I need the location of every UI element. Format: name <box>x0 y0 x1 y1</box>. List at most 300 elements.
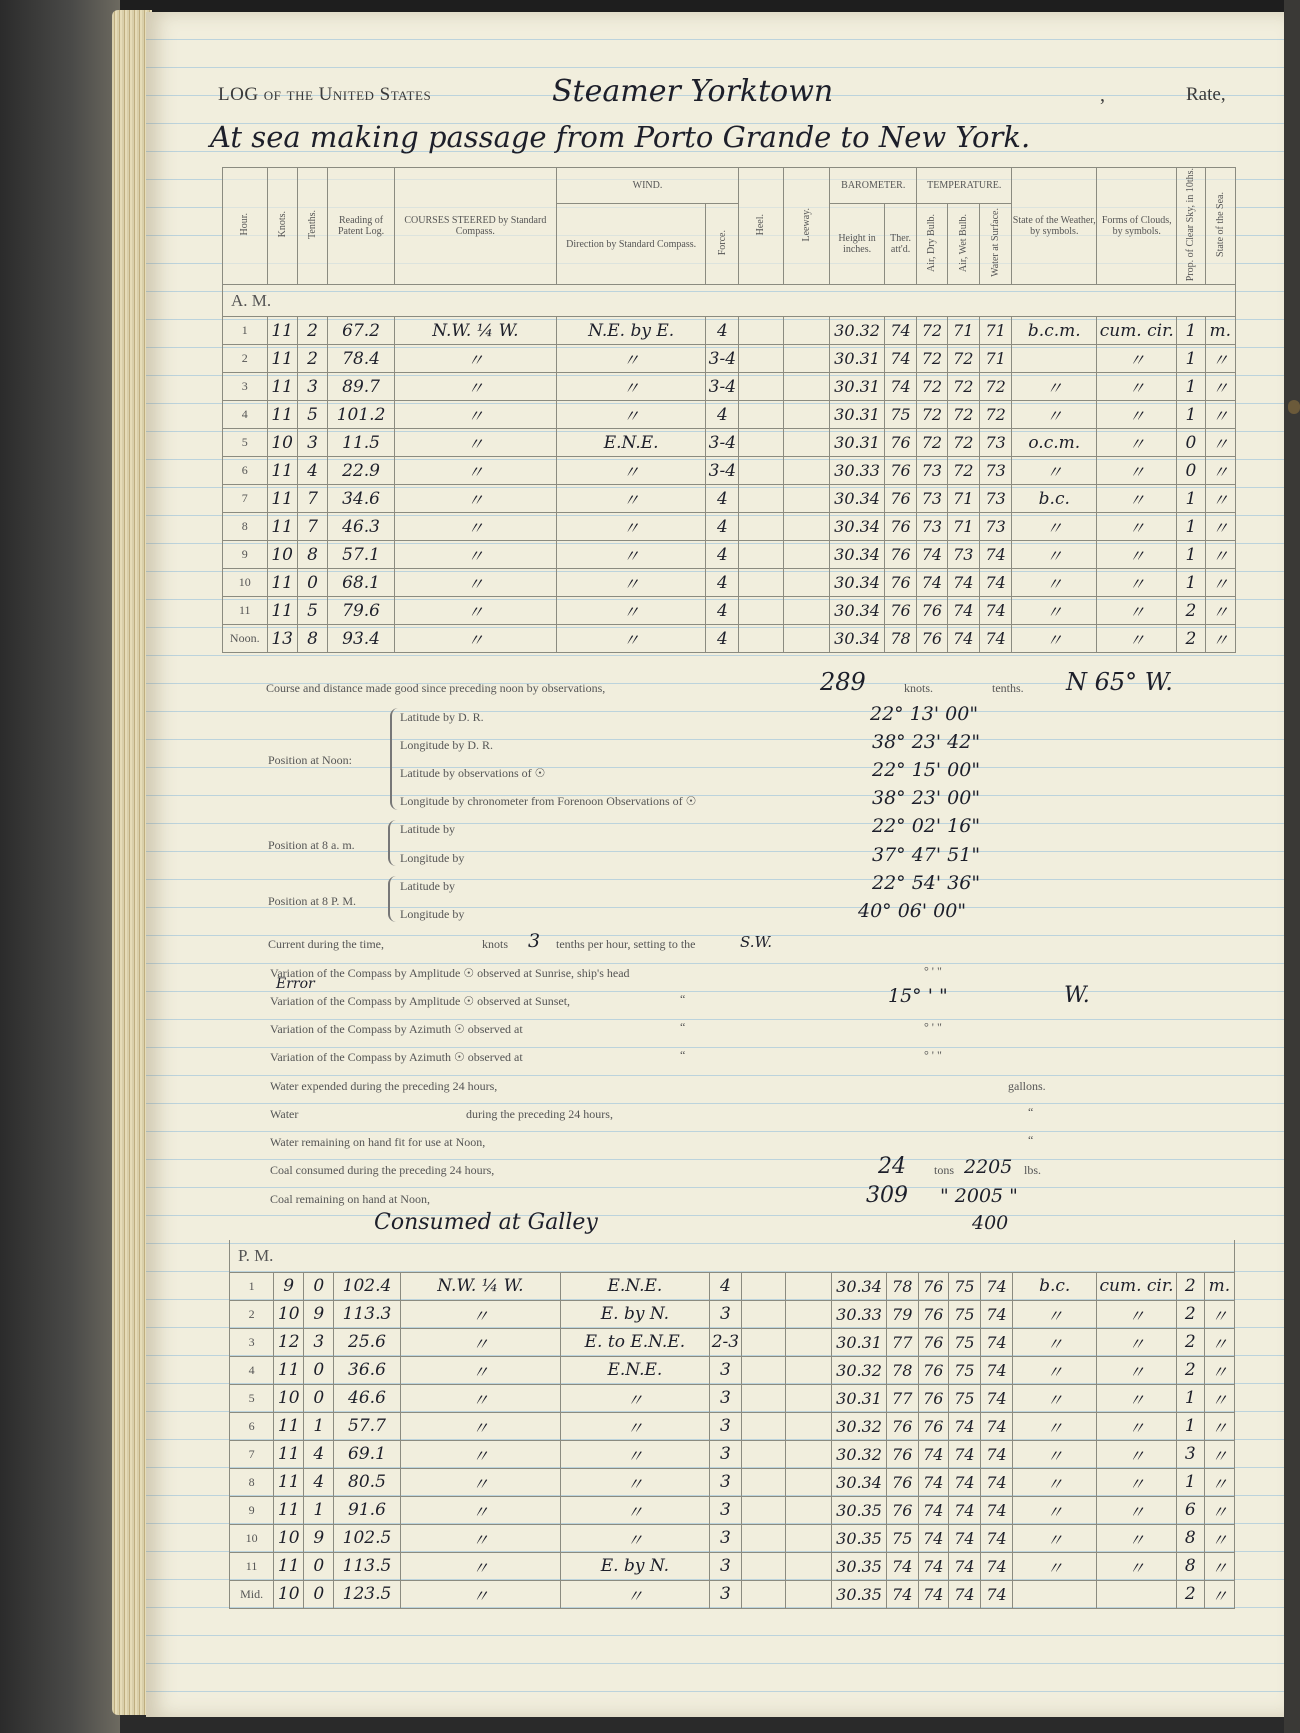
am-heel-cell <box>739 597 784 625</box>
pm-weather-cell: 〃 <box>1013 1440 1097 1468</box>
pm-weather-cell <box>1013 1580 1097 1608</box>
pm-clear-sky-cell: 8 <box>1176 1524 1204 1552</box>
am-patent-log-cell: 78.4 <box>328 345 395 373</box>
am-tenths-cell: 7 <box>297 485 327 513</box>
knots-label: knots. <box>904 681 934 695</box>
water-ditto-2: “ <box>1028 1133 1034 1147</box>
am-clouds-cell: 〃 <box>1097 457 1177 485</box>
am-wind-direction-cell: 〃 <box>556 401 706 429</box>
water-expended-label: Water expended during the preceding 24 hours, <box>270 1079 498 1093</box>
am-course-cell: 〃 <box>394 401 556 429</box>
pm-hour-cell: 7 <box>230 1440 274 1468</box>
pm-log-table <box>229 1240 1235 1609</box>
water-temp-header: Water at Surface. <box>990 208 1002 278</box>
am-patent-log-cell: 89.7 <box>328 373 395 401</box>
pm-hour-cell: 6 <box>230 1412 274 1440</box>
pm-tenths-cell: 0 <box>304 1272 334 1300</box>
pm-air-dry-cell: 76 <box>918 1384 948 1412</box>
am-air-wet-cell: 72 <box>947 457 979 485</box>
am-heel-cell <box>739 401 784 429</box>
pm-air-dry-cell: 76 <box>918 1356 948 1384</box>
am-wind-direction-cell: N.E. by E. <box>556 317 706 345</box>
am-heel-cell <box>739 569 784 597</box>
pm-weather-cell: 〃 <box>1013 1328 1097 1356</box>
am-air-dry-cell: 74 <box>917 569 947 597</box>
pm-clouds-cell: 〃 <box>1097 1412 1176 1440</box>
pm-course-cell: 〃 <box>400 1496 561 1524</box>
pm-row <box>230 1552 1235 1580</box>
am-air-dry-cell: 73 <box>917 513 947 541</box>
barometer-header: BAROMETER. <box>830 168 917 204</box>
pm8-lon-label: Longitude by <box>400 907 465 921</box>
am-barometer-ther-cell: 76 <box>884 457 916 485</box>
am-wind-direction-cell: 〃 <box>556 625 706 653</box>
am-heel-cell <box>739 485 784 513</box>
rate-label: Rate, <box>1186 84 1226 105</box>
am-air-wet-cell: 72 <box>947 373 979 401</box>
am-air-dry-cell: 76 <box>917 625 947 653</box>
am-course-cell: 〃 <box>394 597 556 625</box>
am-sea-state-cell: 〃 <box>1205 373 1235 401</box>
am-row <box>223 485 1236 513</box>
am-course-cell: 〃 <box>394 457 556 485</box>
am-clouds-cell: 〃 <box>1097 373 1177 401</box>
pm-row <box>230 1496 1235 1524</box>
am-air-dry-cell: 76 <box>917 597 947 625</box>
variation-azimuth-1-degrees: ° ' " <box>924 1020 942 1034</box>
pm-knots-cell: 10 <box>274 1524 304 1552</box>
am-row <box>223 625 1236 653</box>
am-barometer-ther-cell: 76 <box>884 541 916 569</box>
variation-azimuth-2-label: Variation of the Compass by Azimuth ☉ observed at <box>270 1050 523 1064</box>
pm-wind-force-cell: 3 <box>709 1580 742 1608</box>
pm-wind-direction-cell: 〃 <box>561 1384 710 1412</box>
am-clouds-cell: 〃 <box>1097 485 1177 513</box>
pm-tenths-cell: 9 <box>304 1524 334 1552</box>
am-water-temp-cell: 72 <box>979 373 1011 401</box>
am-air-wet-cell: 72 <box>947 429 979 457</box>
pm-barometer-ther-cell: 77 <box>886 1328 918 1356</box>
am-leeway-cell <box>783 485 830 513</box>
am-clear-sky-cell: 1 <box>1177 513 1205 541</box>
lat-obs-label: Latitude by observations of ☉ <box>400 766 546 780</box>
pm-barometer-ther-cell: 74 <box>886 1552 918 1580</box>
pm-hour-cell: 10 <box>230 1524 274 1552</box>
am-row <box>223 317 1236 345</box>
pm-clouds-cell: 〃 <box>1097 1440 1176 1468</box>
am-sea-state-cell: 〃 <box>1205 513 1235 541</box>
pm-sea-state-cell: 〃 <box>1204 1356 1234 1384</box>
force-header: Force. <box>716 229 728 256</box>
pm-clouds-cell: 〃 <box>1097 1300 1176 1328</box>
pm-course-cell: 〃 <box>400 1552 561 1580</box>
pm-air-wet-cell: 75 <box>948 1384 980 1412</box>
variation-azimuth-1-ditto: “ <box>680 1020 686 1034</box>
course-direction: N 65° W. <box>1066 668 1173 696</box>
pm-hour-cell: Mid. <box>230 1580 274 1608</box>
am-knots-cell: 11 <box>267 485 297 513</box>
am-clear-sky-cell: 1 <box>1177 569 1205 597</box>
pm-barometer-ther-cell: 77 <box>886 1384 918 1412</box>
binding-right <box>1284 0 1300 1733</box>
am-wind-force-cell: 4 <box>706 513 739 541</box>
pm-weather-cell: 〃 <box>1013 1524 1097 1552</box>
pm-heel-cell <box>742 1328 786 1356</box>
pm-wind-force-cell: 3 <box>709 1412 742 1440</box>
pm-air-dry-cell: 76 <box>918 1300 948 1328</box>
pm-leeway-cell <box>786 1468 832 1496</box>
am-weather-cell: 〃 <box>1012 625 1097 653</box>
pm-barometer-ther-cell: 76 <box>886 1440 918 1468</box>
pm-hour-cell: 3 <box>230 1328 274 1356</box>
am-water-temp-cell: 73 <box>979 429 1011 457</box>
am-air-dry-cell: 72 <box>917 429 947 457</box>
am-sea-state-cell: 〃 <box>1205 485 1235 513</box>
am-patent-log-cell: 22.9 <box>328 457 395 485</box>
pm-course-cell: 〃 <box>400 1440 561 1468</box>
pm-heel-cell <box>742 1384 786 1412</box>
am-row <box>223 373 1236 401</box>
pm-heel-cell <box>742 1580 786 1608</box>
pm-clear-sky-cell: 2 <box>1176 1300 1204 1328</box>
am-air-wet-cell: 74 <box>947 597 979 625</box>
current-knots-label: knots <box>482 937 509 951</box>
am-wind-force-cell: 4 <box>706 485 739 513</box>
am-clear-sky-cell: 1 <box>1177 373 1205 401</box>
pm-hour-cell: 5 <box>230 1384 274 1412</box>
am-patent-log-cell: 11.5 <box>328 429 395 457</box>
pm-barometer-height-cell: 30.32 <box>832 1440 886 1468</box>
pm-patent-log-cell: 69.1 <box>334 1440 400 1468</box>
am-wind-direction-cell: 〃 <box>556 345 706 373</box>
pm8-lon-value: 40° 06' 00" <box>858 900 967 922</box>
pm-clouds-cell: 〃 <box>1097 1384 1176 1412</box>
weather-header: State of the Weather, by symbols. <box>1012 168 1097 285</box>
pm-air-wet-cell: 74 <box>948 1496 980 1524</box>
pm-sea-state-cell: 〃 <box>1204 1552 1234 1580</box>
am-wind-force-cell: 3-4 <box>706 345 739 373</box>
am-barometer-ther-cell: 78 <box>884 625 916 653</box>
pm-heel-cell <box>742 1272 786 1300</box>
am-leeway-cell <box>783 317 830 345</box>
pm-leeway-cell <box>786 1384 832 1412</box>
am-clouds-cell: 〃 <box>1097 429 1177 457</box>
am-heel-cell <box>739 625 784 653</box>
am-hour-cell: 6 <box>223 457 268 485</box>
am-tenths-cell: 7 <box>297 513 327 541</box>
pm-tenths-cell: 0 <box>304 1580 334 1608</box>
pm-barometer-height-cell: 30.34 <box>832 1272 886 1300</box>
am-weather-cell: 〃 <box>1012 401 1097 429</box>
pm-row <box>230 1524 1235 1552</box>
am-hour-cell: 8 <box>223 513 268 541</box>
am-leeway-cell <box>783 541 830 569</box>
pm-water-temp-cell: 74 <box>980 1384 1012 1412</box>
am-barometer-height-cell: 30.34 <box>830 625 885 653</box>
am-wind-force-cell: 4 <box>706 317 739 345</box>
pm-barometer-height-cell: 30.35 <box>832 1524 886 1552</box>
pm-water-temp-cell: 74 <box>980 1496 1012 1524</box>
am-water-temp-cell: 74 <box>979 625 1011 653</box>
am-wind-force-cell: 4 <box>706 541 739 569</box>
am-leeway-cell <box>783 569 830 597</box>
pm-weather-cell: 〃 <box>1013 1552 1097 1580</box>
am-patent-log-cell: 68.1 <box>328 569 395 597</box>
pm-air-dry-cell: 74 <box>918 1440 948 1468</box>
patent-log-header: Reading of Patent Log. <box>328 168 395 285</box>
pm-barometer-height-cell: 30.35 <box>832 1552 886 1580</box>
am-air-dry-cell: 73 <box>917 457 947 485</box>
pm-heel-cell <box>742 1552 786 1580</box>
am-clouds-cell: 〃 <box>1097 597 1177 625</box>
am-clear-sky-cell: 1 <box>1177 317 1205 345</box>
pm-barometer-height-cell: 30.32 <box>832 1412 886 1440</box>
pm-hour-cell: 11 <box>230 1552 274 1580</box>
am-barometer-ther-cell: 76 <box>884 485 916 513</box>
am-barometer-height-cell: 30.34 <box>830 597 885 625</box>
am-heel-cell <box>739 317 784 345</box>
am-clear-sky-cell: 2 <box>1177 625 1205 653</box>
am-water-temp-cell: 74 <box>979 541 1011 569</box>
pm-leeway-cell <box>786 1328 832 1356</box>
galley-note: Consumed at Galley <box>374 1210 598 1235</box>
am-barometer-height-cell: 30.31 <box>830 401 885 429</box>
am8-position-label: Position at 8 a. m. <box>268 838 355 852</box>
am-patent-log-cell: 79.6 <box>328 597 395 625</box>
am-barometer-ther-cell: 76 <box>884 429 916 457</box>
am-barometer-ther-cell: 74 <box>884 317 916 345</box>
pm-water-temp-cell: 74 <box>980 1300 1012 1328</box>
am-knots-cell: 10 <box>267 429 297 457</box>
pm-tenths-cell: 3 <box>304 1328 334 1356</box>
am-row <box>223 597 1236 625</box>
am-heel-cell <box>739 345 784 373</box>
am-tenths-cell: 4 <box>297 457 327 485</box>
am-barometer-ther-cell: 76 <box>884 597 916 625</box>
am-wind-direction-cell: 〃 <box>556 513 706 541</box>
am-sea-state-cell: 〃 <box>1205 429 1235 457</box>
am-sea-state-cell: 〃 <box>1205 625 1235 653</box>
am8-lat-label: Latitude by <box>400 822 455 836</box>
pm-leeway-cell <box>786 1272 832 1300</box>
pm-wind-force-cell: 3 <box>709 1496 742 1524</box>
water-label-a: Water <box>270 1107 299 1121</box>
coal-remaining-lbs: " 2005 " <box>940 1185 1018 1207</box>
pm-wind-force-cell: 3 <box>709 1440 742 1468</box>
pm-hour-cell: 9 <box>230 1496 274 1524</box>
pm-water-temp-cell: 74 <box>980 1524 1012 1552</box>
am-leeway-cell <box>783 513 830 541</box>
am-weather-cell: 〃 <box>1012 373 1097 401</box>
am-knots-cell: 11 <box>267 513 297 541</box>
am-clouds-cell: 〃 <box>1097 541 1177 569</box>
pm-row <box>230 1440 1235 1468</box>
heel-header: Heel. <box>755 213 767 236</box>
pm-course-cell: 〃 <box>400 1356 561 1384</box>
am-water-temp-cell: 73 <box>979 485 1011 513</box>
noon-position-label: Position at Noon: <box>268 753 353 767</box>
pm-hour-cell: 2 <box>230 1300 274 1328</box>
pm-knots-cell: 10 <box>274 1300 304 1328</box>
am-air-dry-cell: 72 <box>917 345 947 373</box>
pm-course-cell: 〃 <box>400 1524 561 1552</box>
am-hour-cell: 5 <box>223 429 268 457</box>
am-hour-cell: 4 <box>223 401 268 429</box>
am-water-temp-cell: 71 <box>979 317 1011 345</box>
variation-azimuth-2-degrees: ° ' " <box>924 1048 942 1062</box>
pm-clear-sky-cell: 2 <box>1176 1356 1204 1384</box>
lon-chr-value: 38° 23' 00" <box>872 787 981 809</box>
am-leeway-cell <box>783 373 830 401</box>
current-tenths-value: 3 <box>528 930 541 952</box>
pm-barometer-height-cell: 30.31 <box>832 1328 886 1356</box>
pm-wind-direction-cell: 〃 <box>561 1524 710 1552</box>
am-leeway-cell <box>783 401 830 429</box>
pm-tenths-cell: 4 <box>304 1468 334 1496</box>
am8-lon-label: Longitude by <box>400 851 465 865</box>
pm-course-cell: N.W. ¼ W. <box>400 1272 561 1300</box>
water-label-b: during the preceding 24 hours, <box>466 1107 613 1121</box>
pm-patent-log-cell: 46.6 <box>334 1384 400 1412</box>
pm-clear-sky-cell: 1 <box>1176 1384 1204 1412</box>
pm-wind-direction-cell: 〃 <box>561 1580 710 1608</box>
pm-air-wet-cell: 74 <box>948 1524 980 1552</box>
am-weather-cell: o.c.m. <box>1012 429 1097 457</box>
pm-knots-cell: 11 <box>274 1412 304 1440</box>
pm8-position-label: Position at 8 P. M. <box>268 894 357 908</box>
pm-tenths-cell: 0 <box>304 1552 334 1580</box>
height-header: Height in inches. <box>830 204 885 285</box>
am-clear-sky-cell: 1 <box>1177 345 1205 373</box>
am-patent-log-cell: 46.3 <box>328 513 395 541</box>
pm-air-wet-cell: 75 <box>948 1328 980 1356</box>
am-course-cell: 〃 <box>394 625 556 653</box>
am-clouds-cell: 〃 <box>1097 345 1177 373</box>
am-log-table <box>222 167 1236 653</box>
am8-lon-value: 37° 47' 51" <box>872 844 981 866</box>
am-barometer-height-cell: 30.34 <box>830 513 885 541</box>
pm-clouds-cell: 〃 <box>1097 1328 1176 1356</box>
pm-sea-state-cell: 〃 <box>1204 1384 1234 1412</box>
am-wind-force-cell: 3-4 <box>706 373 739 401</box>
tons-label: tons <box>934 1163 955 1177</box>
am-tenths-cell: 5 <box>297 401 327 429</box>
am-knots-cell: 11 <box>267 317 297 345</box>
am-row <box>223 513 1236 541</box>
am-course-cell: 〃 <box>394 569 556 597</box>
clouds-header: Forms of Clouds, by symbols. <box>1097 168 1177 285</box>
pm-water-temp-cell: 74 <box>980 1552 1012 1580</box>
pm-barometer-ther-cell: 78 <box>886 1272 918 1300</box>
am-air-wet-cell: 74 <box>947 569 979 597</box>
am-knots-cell: 10 <box>267 541 297 569</box>
am-wind-force-cell: 4 <box>706 569 739 597</box>
am8-brace <box>388 820 396 866</box>
am-weather-cell <box>1012 345 1097 373</box>
pm-tenths-cell: 1 <box>304 1496 334 1524</box>
pm-air-wet-cell: 74 <box>948 1412 980 1440</box>
pm-leeway-cell <box>786 1524 832 1552</box>
pm-air-dry-cell: 76 <box>918 1412 948 1440</box>
am-tenths-cell: 3 <box>297 373 327 401</box>
pm-patent-log-cell: 113.3 <box>334 1300 400 1328</box>
pm-hour-cell: 1 <box>230 1272 274 1300</box>
am-barometer-height-cell: 30.31 <box>830 373 885 401</box>
variation-sunrise-label: Variation of the Compass by Amplitude ☉ observed at Sunrise, ship's head <box>270 966 630 980</box>
pm-barometer-height-cell: 30.35 <box>832 1580 886 1608</box>
am-tenths-cell: 2 <box>297 345 327 373</box>
pm-barometer-ther-cell: 76 <box>886 1468 918 1496</box>
pm-clear-sky-cell: 2 <box>1176 1328 1204 1356</box>
pm-leeway-cell <box>786 1356 832 1384</box>
am-wind-force-cell: 4 <box>706 625 739 653</box>
vessel-name: Steamer Yorktown <box>552 74 834 109</box>
am-knots-cell: 11 <box>267 457 297 485</box>
pm-sea-state-cell: 〃 <box>1204 1328 1234 1356</box>
pm-air-dry-cell: 76 <box>918 1328 948 1356</box>
pm-knots-cell: 11 <box>274 1440 304 1468</box>
am-knots-cell: 11 <box>267 401 297 429</box>
pm-leeway-cell <box>786 1552 832 1580</box>
pm-wind-force-cell: 2-3 <box>709 1328 742 1356</box>
am-wind-direction-cell: 〃 <box>556 569 706 597</box>
coal-consumed-label: Coal consumed during the preceding 24 hours, <box>270 1163 495 1177</box>
pm-clear-sky-cell: 3 <box>1176 1440 1204 1468</box>
am-wind-direction-cell: E.N.E. <box>556 429 706 457</box>
pm-patent-log-cell: 25.6 <box>334 1328 400 1356</box>
pm-water-temp-cell: 74 <box>980 1468 1012 1496</box>
pm-weather-cell: 〃 <box>1013 1468 1097 1496</box>
am-barometer-height-cell: 30.34 <box>830 541 885 569</box>
pm-air-dry-cell: 74 <box>918 1552 948 1580</box>
variation-sunrise-degrees: ° ' " <box>924 964 942 978</box>
am-knots-cell: 11 <box>267 345 297 373</box>
lat-dr-label: Latitude by D. R. <box>400 710 484 724</box>
pm-barometer-ther-cell: 75 <box>886 1524 918 1552</box>
pm-tenths-cell: 9 <box>304 1300 334 1328</box>
am-barometer-ther-cell: 74 <box>884 373 916 401</box>
pm-knots-cell: 11 <box>274 1496 304 1524</box>
pm-wind-direction-cell: E. by N. <box>561 1300 710 1328</box>
am-heel-cell <box>739 541 784 569</box>
am-hour-cell: 7 <box>223 485 268 513</box>
pm-air-dry-cell: 74 <box>918 1580 948 1608</box>
tenths-header: Tenths. <box>307 210 319 240</box>
pm-tenths-cell: 0 <box>304 1356 334 1384</box>
pm-knots-cell: 10 <box>274 1384 304 1412</box>
pm-wind-force-cell: 3 <box>709 1384 742 1412</box>
am-heel-cell <box>739 429 784 457</box>
pm-row <box>230 1272 1235 1300</box>
am-water-temp-cell: 74 <box>979 597 1011 625</box>
pm-clouds-cell: 〃 <box>1097 1356 1176 1384</box>
variation-azimuth-1-label: Variation of the Compass by Azimuth ☉ observed at <box>270 1022 523 1036</box>
pm-barometer-ther-cell: 78 <box>886 1356 918 1384</box>
am-clouds-cell: 〃 <box>1097 401 1177 429</box>
pm-knots-cell: 12 <box>274 1328 304 1356</box>
am-air-wet-cell: 71 <box>947 317 979 345</box>
pm-patent-log-cell: 102.4 <box>334 1272 400 1300</box>
dry-bulb-header: Air, Dry Bulb. <box>926 213 938 272</box>
am-leeway-cell <box>783 597 830 625</box>
am-water-temp-cell: 71 <box>979 345 1011 373</box>
lon-dr-value: 38° 23' 42" <box>872 731 981 753</box>
desk-background-left <box>0 0 120 1733</box>
pm-patent-log-cell: 102.5 <box>334 1524 400 1552</box>
am-barometer-height-cell: 30.31 <box>830 429 885 457</box>
am-barometer-ther-cell: 76 <box>884 569 916 597</box>
header-comma: , <box>1100 84 1105 106</box>
